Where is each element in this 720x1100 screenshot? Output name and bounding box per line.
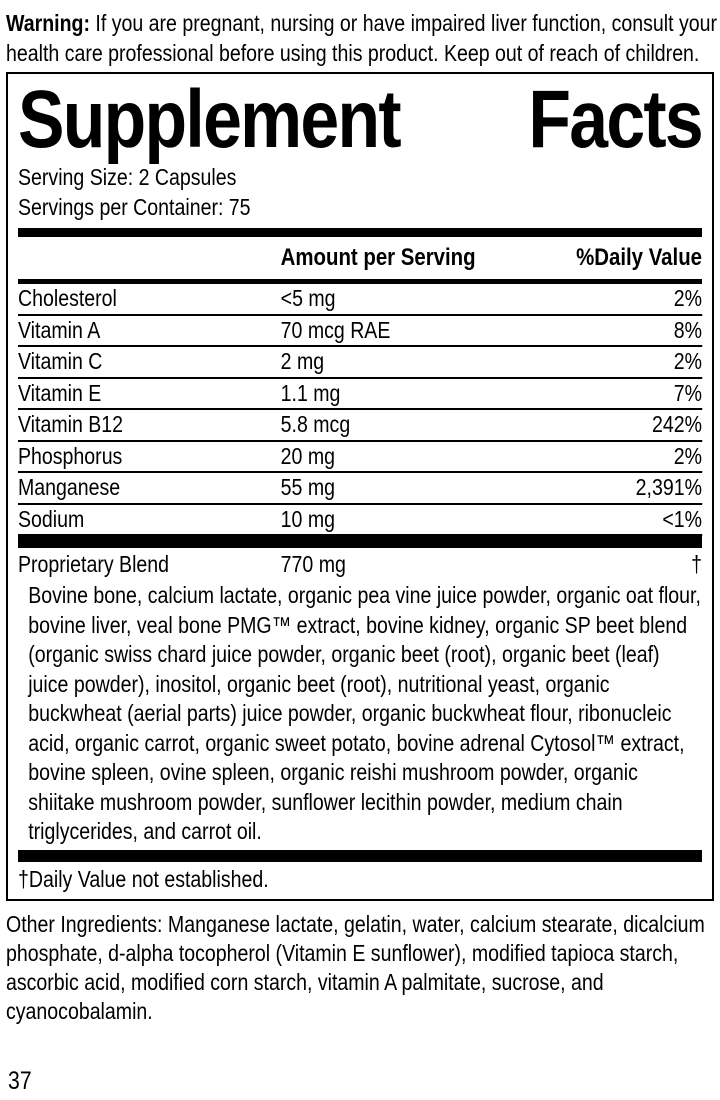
warning-text: If you are pregnant, nursing or have impaired liver function, consult your health care professional before using this product. Keep out of reach of children. — [6, 10, 718, 66]
proprietary-blend-row — [18, 548, 702, 581]
warning-paragraph — [6, 8, 720, 68]
nutrient-row-cholesterol — [18, 284, 702, 316]
nutrient-amount: 70 mcg RAE — [280, 316, 391, 343]
nutrient-amount: 2 mg — [280, 348, 325, 375]
blend-name: Proprietary Blend — [18, 551, 170, 577]
daily-value-footnote: †Daily Value not established. — [18, 865, 269, 892]
nutrient-name: Vitamin A — [18, 316, 101, 343]
nutrient-amount: <5 mg — [280, 285, 336, 312]
nutrient-name: Cholesterol — [18, 285, 117, 312]
blend-dv-dagger: † — [691, 551, 702, 577]
nutrient-amount: 5.8 mcg — [280, 411, 351, 438]
page-number: 37 — [8, 1067, 32, 1095]
nutrient-row-vitamin-a — [18, 316, 702, 348]
nutrient-row-vitamin-c — [18, 347, 702, 379]
serving-size: Serving Size: 2 Capsules — [18, 164, 237, 190]
nutrient-row-manganese — [18, 473, 702, 505]
nutrient-dv: <1% — [662, 505, 702, 532]
nutrient-amount: 1.1 mg — [280, 379, 341, 406]
nutrient-name: Phosphorus — [18, 442, 123, 469]
nutrient-row-phosphorus — [18, 442, 702, 474]
nutrient-dv: 2% — [673, 285, 702, 312]
nutrient-dv: 2% — [673, 442, 702, 469]
nutrient-dv: 242% — [651, 411, 702, 438]
divider-heavy-blend — [18, 536, 702, 548]
title-word-supplement: Supplement — [18, 74, 400, 165]
nutrient-dv: 2% — [673, 348, 702, 375]
divider-heavy-footnote — [18, 850, 702, 862]
nutrient-name: Manganese — [18, 474, 121, 501]
blend-amount: 770 mg — [280, 551, 346, 577]
blend-ingredient-list: Bovine bone, calcium lactate, organic pea vine juice powder, organic oat flour, bovine liver, veal bone PMG™ extract, bovine kidney, organic SP beet blend (organic swiss chard juice powder, organic beet (root), organic beet (leaf) juice powder), inositol, organic beet (root), nutritional yeast, organic buckwheat (aerial parts) juice powder, organic buckwheat flour, ribonucleic acid, organic carrot, organic sweet potato, bovine adrenal Cytosol™ extract, bovine spleen, ovine spleen, organic reishi mushroom powder, organic shiitake mushroom powder, sunflower lecithin powder, medium chain triglycerides, and carrot oil. — [28, 582, 701, 844]
title-word-facts: Facts — [528, 74, 702, 165]
nutrient-amount: 10 mg — [280, 505, 335, 532]
nutrient-amount: 20 mg — [280, 442, 335, 469]
nutrient-row-sodium — [18, 505, 702, 537]
header-daily-value: %Daily Value — [576, 244, 702, 271]
divider-thick-top — [18, 228, 702, 237]
nutrient-name: Vitamin C — [18, 348, 103, 375]
warning-label: Warning: — [6, 10, 90, 36]
other-ingredients-paragraph: Other Ingredients: Manganese lactate, gelatin, water, calcium stearate, dicalcium phosphate, d-alpha tocopherol (Vitamin E sunflower), modified tapioca starch, ascorbic acid, modified corn starch, vitamin A palmitate, sucrose, and cyanocobalamin. — [6, 910, 705, 1024]
nutrient-name: Sodium — [18, 505, 85, 532]
nutrient-dv: 7% — [673, 379, 702, 406]
nutrient-row-vitamin-b12 — [18, 410, 702, 442]
servings-per-container: Servings per Container: 75 — [18, 194, 251, 220]
nutrient-name: Vitamin B12 — [18, 411, 124, 438]
nutrient-dv: 2,391% — [635, 474, 702, 501]
table-header-row — [18, 237, 702, 279]
nutrient-dv: 8% — [673, 316, 702, 343]
panel-title — [18, 74, 702, 165]
nutrient-amount: 55 mg — [280, 474, 335, 501]
nutrient-name: Vitamin E — [18, 379, 102, 406]
nutrient-row-vitamin-e — [18, 379, 702, 411]
header-amount-per-serving: Amount per Serving — [280, 244, 476, 271]
supplement-facts-panel — [6, 72, 714, 901]
